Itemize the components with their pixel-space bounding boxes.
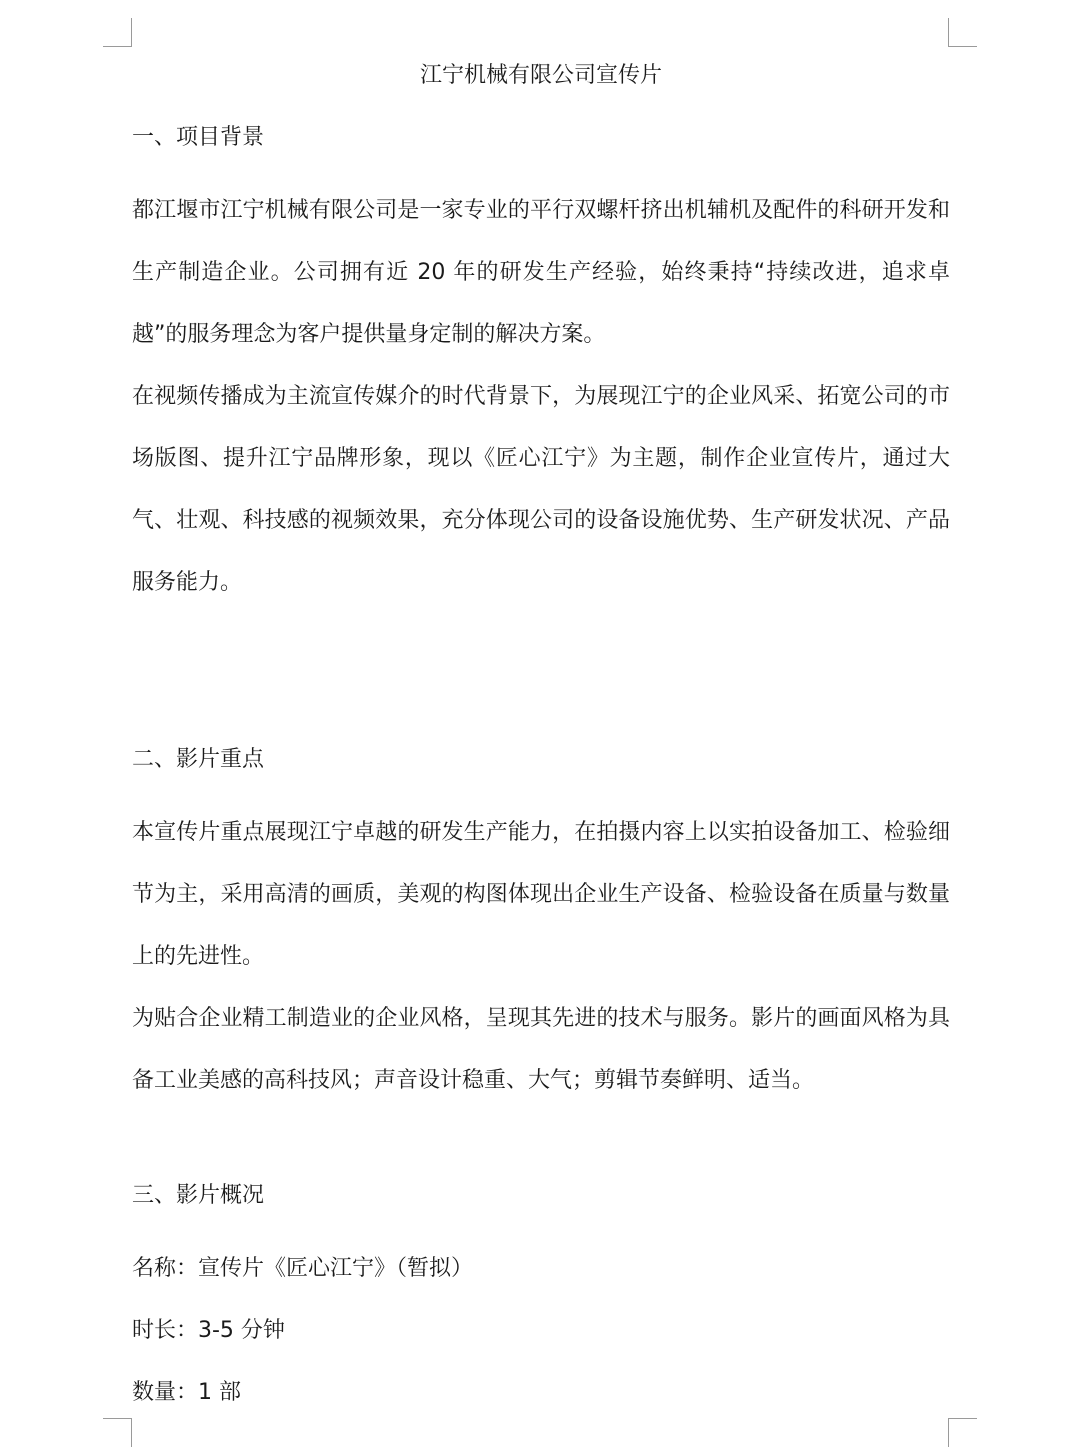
section-heading: 一、项目背景 <box>132 125 265 150</box>
film-name-line: 名称：宣传片《匠心江宁》（暂拟） <box>132 1256 474 1281</box>
paragraph: 都江堰市江宁机械有限公司是一家专业的平行双螺杆挤出机辅机及配件的科研开发和生产制造企业。公司拥有近 20 年的研发生产经验，始终秉持“持续改进，追求卓越”的服务理念为客户提供量身定制的解决方案。 <box>132 198 950 347</box>
document-body <box>132 56 950 1424</box>
paragraph: 本宣传片重点展现江宁卓越的研发生产能力，在拍摄内容上以实拍设备加工、检验细节为主，采用高清的画质，美观的构图体现出企业生产设备、检验设备在质量与数量上的先进性。 <box>132 820 950 969</box>
document-title: 江宁机械有限公司宣传片 <box>419 63 662 88</box>
paragraph: 在视频传播成为主流宣传媒介的时代背景下，为展现江宁的企业风采、拓宽公司的市场版图、提升江宁品牌形象，现以《匠心江宁》为主题，制作企业宣传片，通过大气、壮观、科技感的视频效果，充分体现公司的设备设施优势、生产研发状况、产品服务能力。 <box>132 384 950 595</box>
crop-mark-bottom-left <box>103 1418 132 1447</box>
crop-mark-top-right <box>948 18 977 47</box>
section-film-focus <box>132 740 950 1112</box>
section-film-overview <box>132 1176 950 1424</box>
section-heading: 二、影片重点 <box>132 747 265 772</box>
section-spacer <box>132 1112 950 1176</box>
film-duration-line: 时长：3-5 分钟 <box>132 1318 285 1343</box>
crop-mark-bottom-right <box>948 1418 977 1447</box>
section-project-background <box>132 118 950 614</box>
paragraph: 为贴合企业精工制造业的企业风格，呈现其先进的技术与服务。影片的画面风格为具备工业美感的高科技风；声音设计稳重、大气；剪辑节奏鲜明、适当。 <box>132 1006 950 1093</box>
section-heading: 三、影片概况 <box>132 1183 265 1208</box>
section-spacer <box>132 614 950 740</box>
film-quantity-line: 数量：1 部 <box>132 1380 241 1405</box>
crop-mark-top-left <box>103 18 132 47</box>
